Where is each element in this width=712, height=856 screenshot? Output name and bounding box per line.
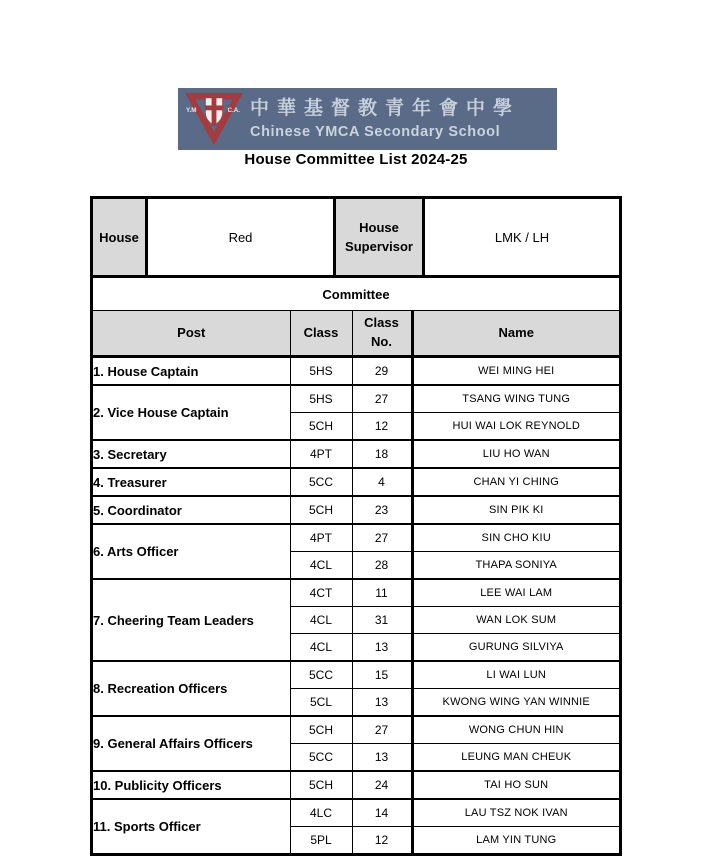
col-header-post: Post xyxy=(93,311,290,357)
class-cell: 5CC xyxy=(290,468,352,496)
post-cell: 3. Secretary xyxy=(93,440,290,468)
page-title: House Committee List 2024-25 xyxy=(244,151,468,168)
name-cell: WONG CHUN HIN xyxy=(412,716,619,744)
member-row xyxy=(93,496,619,524)
class-cell: 4CL xyxy=(290,634,352,662)
committee-section-header: Committee xyxy=(93,278,619,311)
class-no-cell: 31 xyxy=(352,607,412,634)
class-no-cell: 13 xyxy=(352,689,412,717)
col-header-name: Name xyxy=(412,311,619,357)
committee-table xyxy=(90,196,622,856)
class-no-cell: 29 xyxy=(352,357,412,386)
post-cell: 11. Sports Officer xyxy=(93,799,290,853)
class-no-cell: 24 xyxy=(352,771,412,799)
name-cell: CHAN YI CHING xyxy=(412,468,619,496)
class-cell: 5CL xyxy=(290,689,352,717)
svg-text:C.A.: C.A. xyxy=(227,107,241,115)
school-name-chinese: 中華基督教青年會中學 xyxy=(250,98,521,120)
member-row xyxy=(93,440,619,468)
class-cell: 5CH xyxy=(290,771,352,799)
column-header-row xyxy=(93,311,619,357)
post-cell: 10. Publicity Officers xyxy=(93,771,290,799)
house-info-row xyxy=(93,199,619,278)
class-cell: 4PT xyxy=(290,440,352,468)
name-cell: LI WAI LUN xyxy=(412,661,619,689)
class-cell: 5HS xyxy=(290,357,352,386)
class-no-cell: 11 xyxy=(352,579,412,607)
house-label-cell: House xyxy=(93,199,148,275)
name-cell: LEUNG MAN CHEUK xyxy=(412,744,619,772)
class-no-cell: 13 xyxy=(352,634,412,662)
class-cell: 5CH xyxy=(290,716,352,744)
class-cell: 4CL xyxy=(290,607,352,634)
house-value-cell: Red xyxy=(148,199,336,275)
class-no-cell: 18 xyxy=(352,440,412,468)
member-row xyxy=(93,799,619,827)
name-cell: TSANG WING TUNG xyxy=(412,385,619,413)
class-cell: 5HS xyxy=(290,385,352,413)
name-cell: LAM YIN TUNG xyxy=(412,827,619,854)
class-cell: 4CL xyxy=(290,552,352,580)
class-no-cell: 4 xyxy=(352,468,412,496)
member-row xyxy=(93,524,619,552)
house-supervisor-value-cell: LMK / LH xyxy=(494,229,550,245)
class-no-cell: 27 xyxy=(352,716,412,744)
name-cell: GURUNG SILVIYA xyxy=(412,634,619,662)
post-cell: 4. Treasurer xyxy=(93,468,290,496)
class-no-cell: 23 xyxy=(352,496,412,524)
post-cell: 6. Arts Officer xyxy=(93,524,290,579)
member-row xyxy=(93,771,619,799)
class-no-cell: 12 xyxy=(352,413,412,441)
class-no-cell: 15 xyxy=(352,661,412,689)
member-row xyxy=(93,357,619,386)
class-cell: 4PT xyxy=(290,524,352,552)
member-row xyxy=(93,468,619,496)
class-no-cell: 13 xyxy=(352,744,412,772)
col-header-class-no: Class No. xyxy=(352,311,412,357)
post-cell: 2. Vice House Captain xyxy=(93,385,290,440)
post-cell: 8. Recreation Officers xyxy=(93,661,290,716)
member-row xyxy=(93,716,619,744)
class-cell: 4LC xyxy=(290,799,352,827)
class-cell: 5CC xyxy=(290,744,352,772)
house-supervisor-label-cell: House Supervisor xyxy=(336,199,425,275)
post-cell: 7. Cheering Team Leaders xyxy=(93,579,290,661)
members-table xyxy=(93,311,619,853)
name-cell: LIU HO WAN xyxy=(412,440,619,468)
class-cell: 4CT xyxy=(290,579,352,607)
class-no-cell: 27 xyxy=(352,385,412,413)
member-row xyxy=(93,579,619,607)
name-cell: HUI WAI LOK REYNOLD xyxy=(412,413,619,441)
name-cell: LEE WAI LAM xyxy=(412,579,619,607)
name-cell: TAI HO SUN xyxy=(412,771,619,799)
school-banner xyxy=(178,88,557,150)
name-cell: THAPA SONIYA xyxy=(412,552,619,580)
member-row xyxy=(93,661,619,689)
name-cell: SIN CHO KIU xyxy=(412,524,619,552)
school-name-english: Chinese YMCA Secondary School xyxy=(250,123,501,140)
class-no-cell: 12 xyxy=(352,827,412,854)
class-no-cell: 14 xyxy=(352,799,412,827)
post-cell: 5. Coordinator xyxy=(93,496,290,524)
class-no-cell: 28 xyxy=(352,552,412,580)
class-cell: 5CH xyxy=(290,496,352,524)
col-header-class: Class xyxy=(290,311,352,357)
name-cell: LAU TSZ NOK IVAN xyxy=(412,799,619,827)
name-cell: KWONG WING YAN WINNIE xyxy=(412,689,619,717)
class-cell: 5CH xyxy=(290,413,352,441)
class-no-cell: 27 xyxy=(352,524,412,552)
svg-text:Y.M: Y.M xyxy=(186,107,197,115)
name-cell: SIN PIK KI xyxy=(412,496,619,524)
ymca-logo-icon xyxy=(178,91,250,147)
class-cell: 5PL xyxy=(290,827,352,854)
member-row xyxy=(93,385,619,413)
post-cell: 9. General Affairs Officers xyxy=(93,716,290,771)
name-cell: WEI MING HEI xyxy=(478,365,555,377)
post-cell: 1. House Captain xyxy=(93,357,290,386)
school-name-block xyxy=(250,98,520,140)
name-cell: WAN LOK SUM xyxy=(412,607,619,634)
class-cell: 5CC xyxy=(290,661,352,689)
